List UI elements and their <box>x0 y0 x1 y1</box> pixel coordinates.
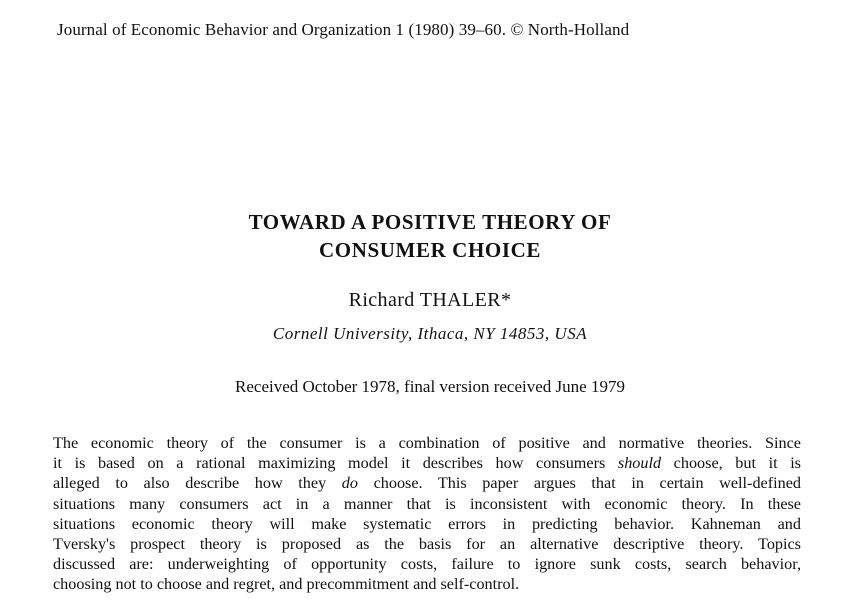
abstract-text: choose. This paper argues that in certain well-defined <box>357 474 801 493</box>
abstract-text: it is based on a rational maximizing model it describes how consumers <box>53 454 618 473</box>
author-name: Richard THALER* <box>348 289 512 311</box>
abstract-text: choose, but it is <box>661 454 801 473</box>
abstract-emphasis: should <box>617 454 662 473</box>
abstract-emphasis: do <box>341 474 358 493</box>
article-title <box>0 208 860 264</box>
abstract-line: situations economic theory will make systematic errors in predicting behavior. Kahneman and <box>53 514 801 533</box>
abstract-line <box>53 453 801 473</box>
abstract-line: choosing not to choose and regret, and precommitment and self-control. <box>53 575 520 594</box>
article-title-line-1: TOWARD A POSITIVE THEORY OF <box>248 210 612 234</box>
abstract-line: discussed are: underweighting of opportunity costs, failure to ignore sunk costs, search behavior, <box>53 555 801 574</box>
abstract-line: Tversky's prospect theory is proposed as the basis for an alternative descriptive theory. Topics <box>53 534 801 553</box>
article-title-line-2: CONSUMER CHOICE <box>319 238 541 262</box>
journal-citation: Journal of Economic Behavior and Organization 1 (1980) 39–60. © North-Holland <box>57 20 630 39</box>
received-dates: Received October 1978, final version received June 1979 <box>235 377 625 396</box>
abstract-line: The economic theory of the consumer is a combination of positive and normative theories. Since <box>53 434 801 452</box>
abstract-line: situations many consumers act in a manner that is inconsistent with economic theory. In these <box>53 494 801 513</box>
author-affiliation: Cornell University, Ithaca, NY 14853, USA <box>272 324 588 343</box>
abstract-line <box>53 473 801 493</box>
abstract-text: alleged to also describe how they <box>53 474 342 493</box>
abstract <box>53 433 801 595</box>
